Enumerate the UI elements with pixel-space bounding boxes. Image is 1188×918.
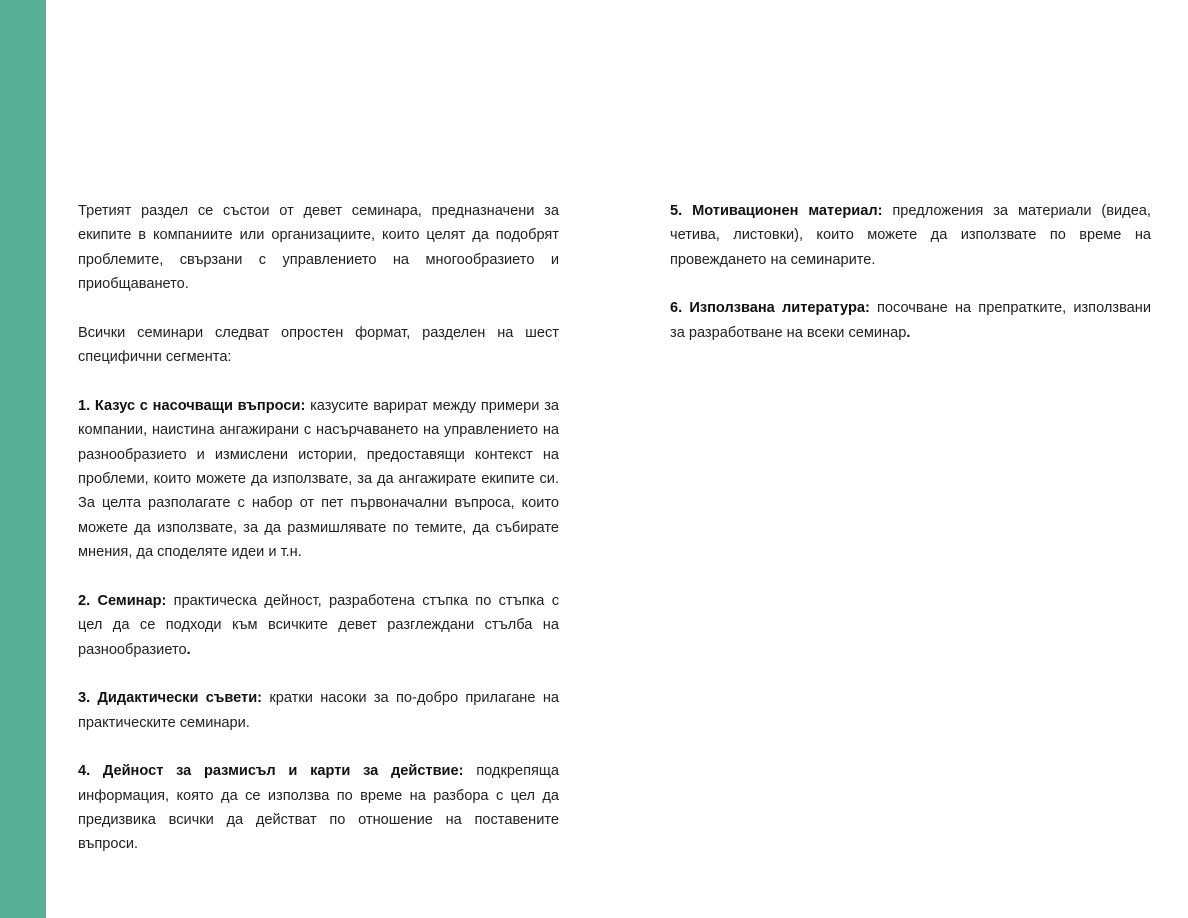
segment-references <box>670 296 1151 345</box>
segment-didactic-tips <box>78 686 559 735</box>
segment-text: казусите варират между примери за компании, наистина ангажирани с насърчаването на управлението на разнообразието и измислени истории, предоставящи контекст на проблеми, които можете да използвате, за да ангажирате екипите си. За целта разполагате с набор от пет първоначални въпроса, които можете да използвате, за да размишлявате по темите, да събирате мнения, да споделяте идеи и т.н. <box>78 397 560 561</box>
segment-seminar <box>78 589 559 662</box>
format-paragraph: Всички семинари следват опростен формат, разделен на шест специфични сегмента: <box>78 324 559 366</box>
segment-title: 3. Дидактически съвети: <box>78 690 263 707</box>
segment-reflection-activity <box>78 759 559 857</box>
intro-paragraph: Третият раздел се състои от девет семинара, предназначени за екипите в компаниите или организациите, които целят да подобрят проблемите, свързани с управлението на многообразието и приобщаването. <box>78 203 559 293</box>
segment-title: 1. Казус с насочващи въпроси: <box>78 397 306 414</box>
segment-end-punct: . <box>906 324 911 341</box>
segment-end-punct: . <box>186 641 191 658</box>
green-side-bar <box>0 0 46 918</box>
segment-text: практическа дейност, разработена стъпка по стъпка с цел да се подходи към всичките девет разглеждани стълба на разнообразието <box>78 592 559 658</box>
left-column <box>78 199 559 881</box>
segment-title: 2. Семинар: <box>78 592 167 609</box>
segment-case-study <box>78 394 559 565</box>
segment-text: кратки насоки за по-добро прилагане на практическите семинари. <box>78 690 559 731</box>
segment-text: подкрепяща информация, която да се използва по време на разбора с цел да предизвика всички да действат по отношение на поставените въпроси. <box>78 763 559 853</box>
segment-motivational-material <box>670 199 1151 272</box>
segment-title: 5. Мотивационен материал: <box>670 203 883 219</box>
segment-text: посочване на препратките, използвани за разработване на всеки семинар <box>670 300 1151 341</box>
right-column <box>670 199 1151 369</box>
segment-text: предложения за материали (видеа, четива, листовки), които можете да използвате по време на провеждането на семинарите. <box>670 203 1151 268</box>
segment-title: 4. Дейност за размисъл и карти за действие: <box>78 763 464 780</box>
segment-title: 6. Използвана литература: <box>670 300 870 317</box>
